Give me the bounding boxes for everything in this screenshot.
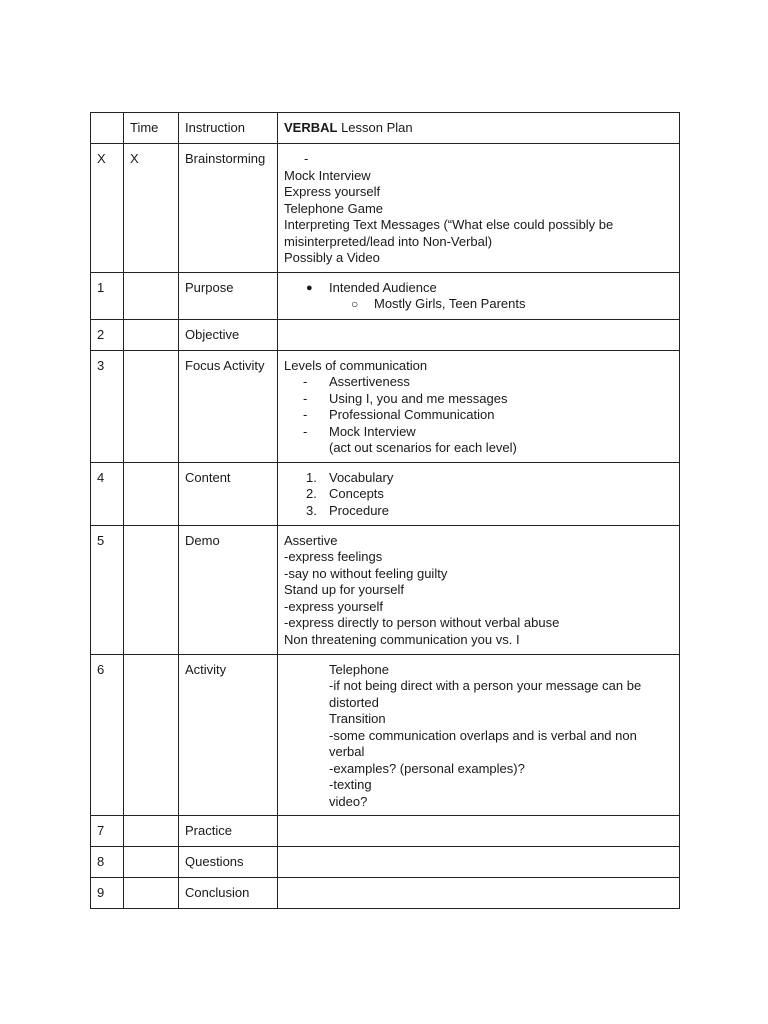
list-item: Telephone <box>329 661 389 677</box>
list-item: -say no without feeling guilty <box>284 565 448 581</box>
item-number: 2. <box>306 486 317 501</box>
list-item-text: Mock Interview <box>329 423 416 439</box>
row-content-cell <box>278 847 680 878</box>
list-item: Stand up for yourself <box>284 582 404 597</box>
table-row <box>91 878 680 909</box>
row-num-cell: 2 <box>91 319 124 350</box>
list-item: -examples? (personal examples)? <box>329 760 525 776</box>
row-content-cell <box>278 462 680 525</box>
list-dash: - <box>304 151 309 166</box>
list-item: Mock Interview <box>284 167 371 183</box>
list-item: Non threatening communication you vs. I <box>284 631 520 647</box>
row-time-cell: X <box>124 144 179 273</box>
row-instruction-cell: Brainstorming <box>179 144 278 273</box>
numbered-item <box>284 503 673 520</box>
title-rest: Lesson Plan <box>337 120 413 135</box>
row-num-cell: 4 <box>91 462 124 525</box>
bullet-icon: ● <box>306 281 313 294</box>
row-content-cell <box>278 878 680 909</box>
bullet-item <box>284 280 673 297</box>
list-item: Possibly a Video <box>284 250 380 265</box>
row-num-cell: 5 <box>91 525 124 654</box>
list-item <box>284 407 673 424</box>
list-item: -some communication overlaps and is verbal and non verbal <box>329 727 637 759</box>
list-item-text: Using I, you and me messages <box>329 390 508 406</box>
table-row <box>91 525 680 654</box>
row-content-cell <box>278 319 680 350</box>
row-time-cell <box>124 462 179 525</box>
header-row <box>91 113 680 144</box>
list-item: Interpreting Text Messages (“What else could possibly be misinterpreted/lead into Non-Verbal) <box>284 217 617 249</box>
lesson-plan-table <box>90 112 680 909</box>
list-item: -express feelings <box>284 549 383 564</box>
table-row <box>91 350 680 462</box>
list-item: Assertive <box>284 532 338 548</box>
sub-bullet-item <box>284 296 673 313</box>
row-num-cell: 1 <box>91 272 124 319</box>
item-number: 3. <box>306 502 317 518</box>
row-time-cell <box>124 319 179 350</box>
row-content-cell <box>278 654 680 816</box>
list-item: Telephone Game <box>284 200 384 216</box>
header-num-cell <box>91 113 124 144</box>
row-content-cell <box>278 144 680 273</box>
dash-mark: - <box>303 390 308 406</box>
dash-mark: - <box>303 374 308 389</box>
table-row <box>91 462 680 525</box>
header-time-cell: Time <box>124 113 179 144</box>
list-item: -express yourself <box>284 598 383 614</box>
sub-bullet-text: Mostly Girls, Teen Parents <box>374 296 526 311</box>
row-instruction-cell: Questions <box>179 847 278 878</box>
row-time-cell <box>124 816 179 847</box>
header-instruction-cell: Instruction <box>179 113 278 144</box>
row-content-cell <box>278 816 680 847</box>
table-row <box>91 847 680 878</box>
row-time-cell <box>124 272 179 319</box>
row-num-cell: X <box>91 144 124 273</box>
list-note: (act out scenarios for each level) <box>329 440 517 455</box>
row-num-cell: 6 <box>91 654 124 816</box>
numbered-item <box>284 470 673 487</box>
row-instruction-cell: Demo <box>179 525 278 654</box>
row-time-cell <box>124 878 179 909</box>
row-instruction-cell: Focus Activity <box>179 350 278 462</box>
row-instruction-cell: Purpose <box>179 272 278 319</box>
table-row <box>91 816 680 847</box>
list-item <box>284 391 673 408</box>
row-time-cell <box>124 525 179 654</box>
row-num-cell: 7 <box>91 816 124 847</box>
list-intro: Levels of communication <box>284 357 428 373</box>
row-time-cell <box>124 847 179 878</box>
list-item: -express directly to person without verbal abuse <box>284 615 560 630</box>
hollow-bullet-icon: ○ <box>351 297 359 311</box>
list-item <box>284 374 673 391</box>
list-item <box>284 424 673 441</box>
row-time-cell <box>124 654 179 816</box>
list-item-text: Assertiveness <box>329 374 410 389</box>
row-content-cell <box>278 272 680 319</box>
list-item: video? <box>329 793 368 809</box>
row-instruction-cell: Content <box>179 462 278 525</box>
list-item-text: Professional Communication <box>329 407 495 422</box>
item-text: Procedure <box>329 502 389 518</box>
item-text: Concepts <box>329 486 384 501</box>
row-content-cell <box>278 525 680 654</box>
header-title-cell <box>278 113 680 144</box>
row-instruction-cell: Practice <box>179 816 278 847</box>
bullet-text: Intended Audience <box>329 279 437 295</box>
dash-mark: - <box>303 423 308 439</box>
row-content-cell <box>278 350 680 462</box>
row-num-cell: 8 <box>91 847 124 878</box>
list-item: -texting <box>329 777 372 792</box>
table-row <box>91 144 680 273</box>
dash-mark: - <box>303 407 308 422</box>
list-item: -if not being direct with a person your message can be distorted <box>329 678 642 710</box>
row-num-cell: 9 <box>91 878 124 909</box>
row-instruction-cell: Objective <box>179 319 278 350</box>
table-row <box>91 319 680 350</box>
numbered-item <box>284 486 673 503</box>
row-instruction-cell: Conclusion <box>179 878 278 909</box>
table-row <box>91 272 680 319</box>
row-instruction-cell: Activity <box>179 654 278 816</box>
list-item: Express yourself <box>284 184 381 199</box>
item-text: Vocabulary <box>329 469 394 485</box>
list-item: Transition <box>329 711 386 726</box>
row-time-cell <box>124 350 179 462</box>
row-num-cell: 3 <box>91 350 124 462</box>
table-row <box>91 654 680 816</box>
title-emphasis: VERBAL <box>284 120 338 135</box>
item-number: 1. <box>306 469 317 485</box>
